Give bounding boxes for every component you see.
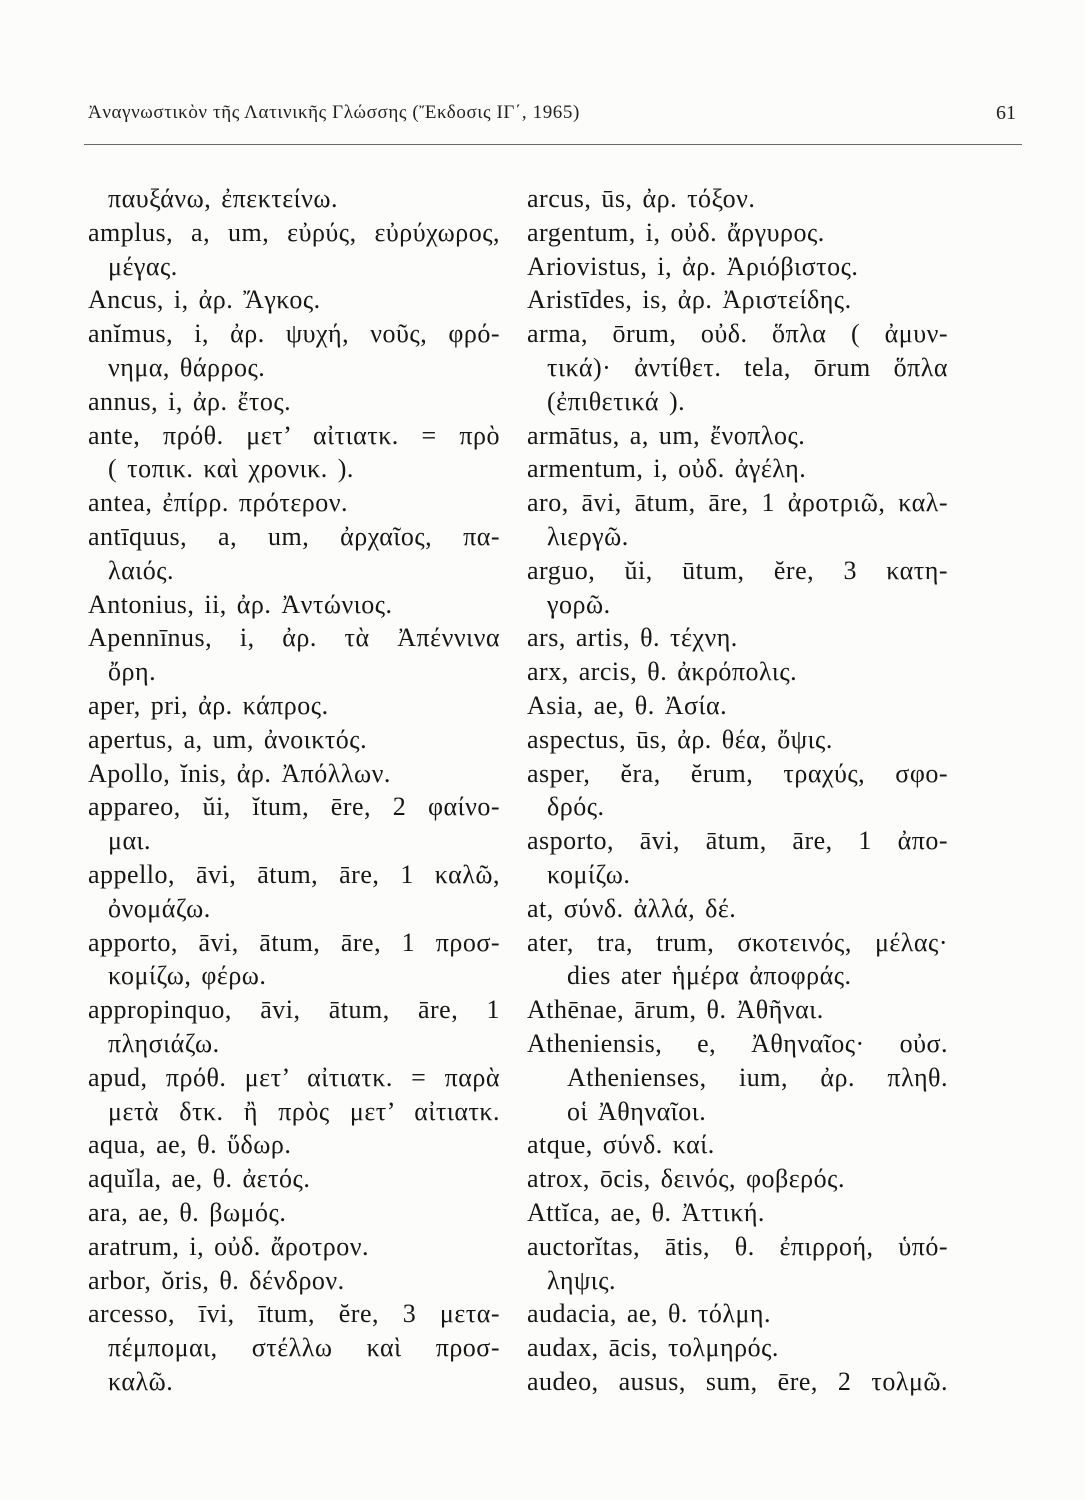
dictionary-line: arma, ōrum, οὐδ. ὅπλα ( ἀμυν- (527, 319, 948, 349)
dictionary-line: ante, πρόθ. μετ’ αἰτιατκ. = πρὸ (88, 420, 500, 450)
dictionary-line: aqua, ae, θ. ὕδωρ. (88, 1130, 292, 1160)
dictionary-line: armentum, i, οὐδ. ἀγέλη. (527, 454, 807, 484)
header-rule (84, 144, 1022, 145)
dictionary-line: οἱ Ἀθηναῖοι. (567, 1096, 707, 1126)
dictionary-line: Apennīnus, i, ἀρ. τὰ Ἀπέννινα (88, 623, 500, 653)
dictionary-line: audax, ācis, τολμηρός. (527, 1333, 779, 1363)
dictionary-line: anĭmus, i, ἀρ. ψυχή, νοῦς, φρό- (88, 319, 500, 349)
dictionary-line: Attĭca, ae, θ. Ἀττική. (527, 1197, 765, 1227)
dictionary-line: aquĭla, ae, θ. ἀετός. (88, 1164, 311, 1194)
dictionary-line: appareo, ŭi, ĭtum, ēre, 2 φαίνο- (88, 792, 500, 822)
dictionary-line: atque, σύνδ. καί. (527, 1130, 715, 1160)
right-column (527, 182, 948, 1399)
dictionary-line: appropinquo, āvi, ātum, āre, 1 (88, 995, 500, 1025)
dictionary-line: audacia, ae, θ. τόλμη. (527, 1299, 772, 1329)
dictionary-line: aspectus, ūs, ἀρ. θέα, ὄψις. (527, 724, 833, 754)
dictionary-line: πλησιάζω. (108, 1028, 220, 1058)
dictionary-line: ara, ae, θ. βωμός. (88, 1197, 287, 1227)
dictionary-line: auctorĭtas, ātis, θ. ἐπιρροή, ὑπό- (527, 1231, 948, 1261)
dictionary-line: Asia, ae, θ. Ἀσία. (527, 690, 728, 720)
page-number: 61 (996, 102, 1016, 124)
dictionary-line: (ἐπιθετικά ). (547, 386, 686, 416)
dictionary-line: Aristīdes, is, ἀρ. Ἀριστείδης. (527, 285, 852, 315)
dictionary-line: δρός. (547, 792, 605, 822)
dictionary-line: Athēnae, ārum, θ. Ἀθῆναι. (527, 995, 824, 1025)
dictionary-line: arx, arcis, θ. ἀκρόπολις. (527, 657, 798, 687)
dictionary-line: νημα, θάρρος. (108, 352, 266, 382)
dictionary-line: κομίζω, φέρω. (108, 961, 267, 991)
dictionary-line: at, σύνδ. ἀλλά, δέ. (527, 893, 737, 923)
dictionary-line: amplus, a, um, εὐρύς, εὐρύχωρος, (88, 217, 500, 247)
dictionary-line: argentum, i, οὐδ. ἄργυρος. (527, 217, 825, 247)
dictionary-line: ater, tra, trum, σκοτεινός, μέλας· (527, 927, 948, 957)
dictionary-line: asporto, āvi, ātum, āre, 1 ἀπο- (527, 826, 948, 856)
dictionary-line: armātus, a, um, ἔνοπλος. (527, 420, 806, 450)
left-column (88, 182, 500, 1399)
dictionary-line: appello, āvi, ātum, āre, 1 καλῶ, (88, 859, 500, 889)
dictionary-line: ὀνομάζω. (108, 893, 211, 923)
dictionary-line: μέγας. (108, 251, 178, 281)
dictionary-line: παυξάνω, ἐπεκτείνω. (108, 184, 339, 213)
dictionary-line: arguo, ŭi, ūtum, ĕre, 3 κατη- (527, 555, 948, 585)
dictionary-line: ars, artis, θ. τέχνη. (527, 623, 738, 653)
dictionary-line: Apollo, ĭnis, ἀρ. Ἀπόλλων. (88, 758, 391, 788)
dictionary-line: Ariovistus, i, ἀρ. Ἀριόβιστος. (527, 251, 859, 281)
dictionary-line: arcesso, īvi, ītum, ĕre, 3 μετα- (88, 1299, 500, 1329)
dictionary-line: arbor, ŏris, θ. δένδρον. (88, 1265, 345, 1295)
dictionary-line: antīquus, a, um, ἀρχαῖος, πα- (88, 521, 500, 551)
dictionary-line: λαιός. (108, 555, 175, 585)
dictionary-line: Athenienses, ium, ἀρ. πληθ. (567, 1062, 948, 1092)
dictionary-line: audeo, ausus, sum, ēre, 2 τολμῶ. (527, 1366, 948, 1396)
dictionary-line: ὄρη. (108, 657, 157, 687)
dictionary-line: aratrum, i, οὐδ. ἄροτρον. (88, 1231, 369, 1261)
dictionary-line: apertus, a, um, ἀνοικτός. (88, 724, 368, 754)
dictionary-line: καλῶ. (108, 1366, 174, 1396)
dictionary-line: annus, i, ἀρ. ἔτος. (88, 386, 292, 416)
dictionary-line: apud, πρόθ. μετ’ αἰτιατκ. = παρὰ (88, 1062, 500, 1092)
dictionary-line: arcus, ūs, ἀρ. τόξον. (527, 184, 756, 213)
dictionary-line: antea, ἐπίρρ. πρότερον. (88, 488, 349, 518)
dictionary-line: ληψις. (547, 1265, 617, 1295)
dictionary-line: aper, pri, ἀρ. κάπρος. (88, 690, 329, 720)
dictionary-line: λιεργῶ. (547, 521, 629, 551)
dictionary-line: aro, āvi, ātum, āre, 1 ἀροτριῶ, καλ- (527, 488, 948, 518)
dictionary-line: μαι. (108, 826, 152, 856)
dictionary-line: μετὰ δτκ. ἢ πρὸς μετ’ αἰτιατκ. (108, 1096, 500, 1126)
dictionary-line: apporto, āvi, ātum, āre, 1 προσ- (88, 927, 500, 957)
dictionary-line: Ancus, i, ἀρ. Ἄγκος. (88, 285, 321, 315)
dictionary-line: γορῶ. (547, 589, 611, 619)
dictionary-line: atrox, ōcis, δεινός, φοβερός. (527, 1164, 845, 1194)
dictionary-line: asper, ĕra, ĕrum, τραχύς, σφο- (527, 758, 948, 788)
dictionary-line: ( τοπικ. καὶ χρονικ. ). (108, 454, 354, 484)
dictionary-line: Antonius, ii, ἀρ. Ἀντώνιος. (88, 589, 393, 619)
dictionary-line: πέμπομαι, στέλλω καὶ προσ- (108, 1333, 500, 1363)
dictionary-line: τικά)· ἀντίθετ. tela, ōrum ὅπλα (547, 352, 948, 382)
dictionary-line: dies ater ἡμέρα ἀποφράς. (567, 961, 852, 991)
dictionary-line: κομίζω. (547, 859, 631, 889)
dictionary-line: Atheniensis, e, Ἀθηναῖος· οὐσ. (527, 1028, 948, 1058)
running-head: Ἀναγνωστικὸν τῆς Λατινικῆς Γλώσσης (Ἔκδοσις ΙΓ΄, 1965) (88, 102, 580, 123)
